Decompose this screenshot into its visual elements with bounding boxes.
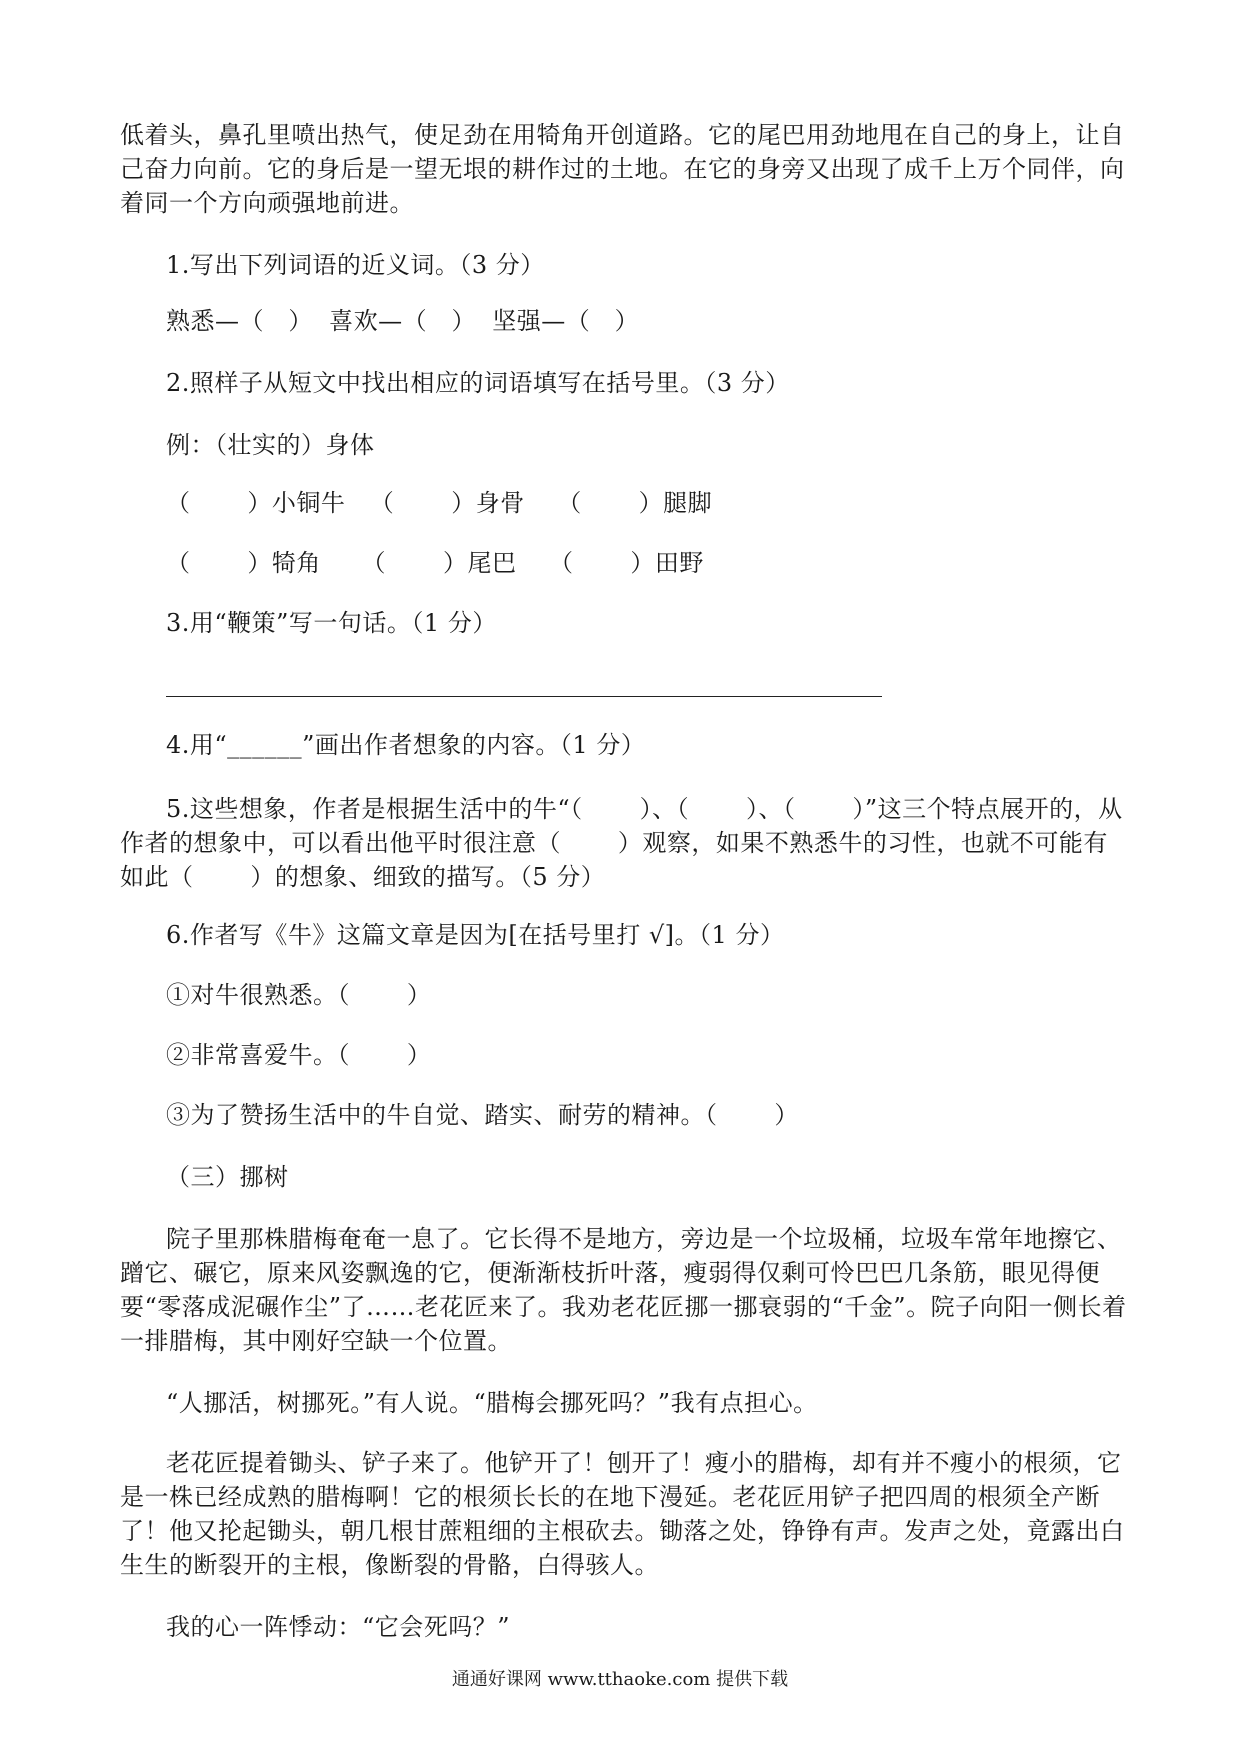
question-3-prompt: 3.用“鞭策”写一句话。（1 分）: [166, 609, 497, 637]
question-2-example: 例：（壮实的）身体: [166, 431, 375, 459]
answer-line: [166, 696, 882, 697]
section-3-paragraph-4: 我的心一阵悸动：“它会死吗？”: [166, 1613, 511, 1641]
footer-watermark: 通通好课网 www.tthaoke.com 提供下载: [451, 1669, 789, 1690]
passage-continuation: 低着头，鼻孔里喷出热气，使足劲在用犄角开创道路。它的尾巴用劲地甩在自己的身上，让自己奋力向前。它的身后是一望无垠的耕作过的土地。在它的身旁又出现了成千上万个同伴，向着同一个方向顽强地前进。: [120, 121, 1125, 217]
question-2-row-2: （ ）犄角 （ ）尾巴 （ ）田野: [166, 549, 704, 577]
question-2-row-1: （ ）小铜牛 （ ）身骨 （ ）腿脚: [166, 489, 713, 517]
question-6-option-2: ②非常喜爱牛。（ ）: [166, 1041, 432, 1069]
section-3-paragraph-3: 老花匠提着锄头、铲子来了。他铲开了！刨开了！瘦小的腊梅，却有并不瘦小的根须，它是一株已经成熟的腊梅啊！它的根须长长的在地下漫延。老花匠用铲子把四周的根须全产断了！他又抡起锄头，朝几根甘蔗粗细的主根砍去。锄落之处，铮铮有声。发声之处，竟露出白生生的断裂开的主根，像断裂的骨骼，白得骇人。: [120, 1449, 1125, 1579]
question-6-option-3: ③为了赞扬生活中的牛自觉、踏实、耐劳的精神。（ ）: [166, 1101, 799, 1129]
question-5-text: 5.这些想象，作者是根据生活中的牛“（ ）、（ ）、（ ）”这三个特点展开的，从作者的想象中，可以看出他平时很注意（ ）观察，如果不熟悉牛的习性，也就不可能有如此（ ）的想象、细致的描写。（5 分）: [120, 795, 1123, 891]
section-3-paragraph-2: “人挪活，树挪死。”有人说。“腊梅会挪死吗？”我有点担心。: [166, 1389, 818, 1417]
section-3-heading: （三）挪树: [166, 1163, 289, 1191]
question-4-prompt: 4.用“______”画出作者想象的内容。（1 分）: [166, 731, 646, 759]
question-1-prompt: 1.写出下列词语的近义词。（3 分）: [166, 251, 545, 279]
section-3-paragraph-1: 院子里那株腊梅奄奄一息了。它长得不是地方，旁边是一个垃圾桶，垃圾车常年地擦它、蹭它、碾它，原来风姿飘逸的它，便渐渐枝折叶落，瘦弱得仅剩可怜巴巴几条筋，眼见得便要“零落成泥碾作尘”了……老花匠来了。我劝老花匠挪一挪衰弱的“千金”。院子向阳一侧长着一排腊梅，其中刚好空缺一个位置。: [120, 1225, 1127, 1355]
question-2-prompt: 2.照样子从短文中找出相应的词语填写在括号里。（3 分）: [166, 369, 790, 397]
question-6-prompt: 6.作者写《牛》这篇文章是因为[在括号里打 √]。（1 分）: [166, 921, 785, 949]
question-1-items: 熟悉—（ ） 喜欢—（ ） 坚强—（ ）: [166, 307, 640, 335]
question-6-option-1: ①对牛很熟悉。（ ）: [166, 981, 432, 1009]
